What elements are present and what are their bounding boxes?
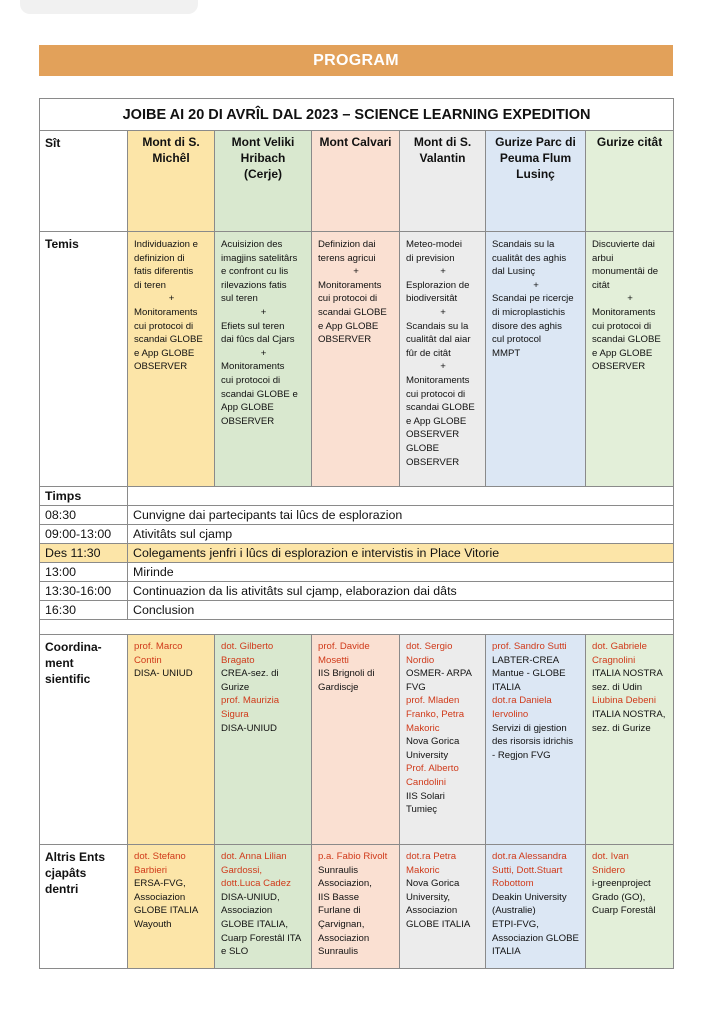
timps-empty	[128, 487, 674, 506]
plus-separator: +	[260, 347, 267, 359]
topic-line: OBSERVER	[406, 429, 460, 441]
affiliation-line: University,	[406, 891, 451, 903]
others-cell	[586, 845, 674, 969]
affiliation-line: - Regjon FVG	[492, 749, 551, 761]
affiliation-line: OSMER- ARPA	[406, 668, 472, 680]
person-name: Iervolino	[492, 708, 529, 720]
affiliation-line: DISA- UNIUD	[134, 668, 193, 680]
person-name: Nordio	[406, 654, 435, 666]
affiliation-line: ITALIA NOSTRA,	[592, 708, 666, 720]
schedule-row	[40, 506, 674, 525]
schedule-text: Continuazion da lis ativitâts sul cjamp, elaborazion dai dâts	[128, 582, 674, 601]
affiliation-line: Associazion	[221, 905, 273, 917]
person-name: dot. Ivan	[592, 851, 629, 862]
topic-line: monumentâi de	[592, 266, 659, 278]
topic-line: scandai GLOBE	[134, 334, 203, 346]
affiliation-line: Gurize	[221, 681, 250, 693]
schedule-time: 13:30-16:00	[40, 582, 128, 601]
person-name: Liubina Debeni	[592, 695, 657, 707]
affiliation-line: CREA-sez. di	[221, 668, 279, 680]
person-name: Sutti, Dott.Stuart	[492, 864, 563, 876]
person-name: Barbieri	[134, 864, 168, 876]
others-row	[40, 845, 674, 969]
others-cell	[215, 845, 312, 969]
person-name: Sigura	[221, 708, 249, 720]
person-name: prof. Davide	[318, 641, 370, 652]
topic-line: dai fûcs dal Cjars	[221, 334, 295, 346]
topic-line: e confront cu lis	[221, 266, 289, 278]
affiliation-line: Tumieç	[406, 804, 438, 816]
topic-line: MMPT	[492, 347, 521, 359]
schedule-text: Ativitâts sul cjamp	[128, 525, 674, 544]
person-name: Robottom	[492, 878, 534, 890]
affiliation-line: ITALIA	[492, 946, 521, 958]
site-header: Gurize citât	[586, 131, 674, 232]
topic-line: OBSERVER	[592, 361, 646, 373]
schedule-row	[40, 563, 674, 582]
affiliation-line: Mantue - GLOBE	[492, 668, 566, 680]
schedule-row	[40, 582, 674, 601]
coordination-cell	[586, 635, 674, 845]
topic-line: di microplastichis	[492, 306, 566, 318]
topic-line: cualitât dal aiar	[406, 334, 471, 346]
sit-label: Sît	[40, 131, 128, 232]
affiliation-line: GLOBE ITALIA	[406, 918, 471, 930]
person-name: Contin	[134, 654, 162, 666]
affiliation-line: (Australie)	[492, 905, 536, 917]
affiliation-line: ERSA-FVG,	[134, 878, 186, 890]
topic-line: di prevision	[406, 252, 455, 264]
topics-row	[40, 232, 674, 487]
topic-line: e App GLOBE	[406, 415, 467, 427]
topic-line: di teren	[134, 279, 166, 291]
topic-line: cui protocoi di	[318, 293, 378, 305]
affiliation-line: e SLO	[221, 946, 249, 958]
person-name: Prof. Alberto	[406, 763, 459, 775]
coordination-cell	[400, 635, 486, 845]
person-name: prof. Marco	[134, 641, 183, 652]
site-header: Mont di S. Valantin	[400, 131, 486, 232]
affiliation-line: DISA-UNIUD,	[221, 891, 280, 903]
topic-line: rilevazions fatis	[221, 279, 287, 291]
topic-line: cui protocoi di	[592, 320, 652, 332]
topic-line: fatis diferentis	[134, 266, 194, 278]
topic-line: dal Lusinç	[492, 266, 536, 278]
topic-line: terens agricui	[318, 252, 376, 264]
person-name: Mosetti	[318, 654, 349, 666]
affiliation-line: IIS Brignoli di	[318, 668, 375, 680]
topic-line: OBSERVER	[318, 334, 372, 346]
spacer-cell	[40, 620, 674, 635]
title-row	[40, 99, 674, 131]
coordination-cell	[215, 635, 312, 845]
coordination-label: Coordina- ment sientific	[40, 635, 128, 845]
topic-line: Monitoraments	[221, 361, 285, 373]
plus-separator: +	[440, 266, 446, 278]
topic-line: e App GLOBE	[134, 347, 195, 359]
affiliation-line: ITALIA	[492, 681, 521, 693]
spacer-row	[40, 620, 674, 635]
topic-line: GLOBE	[406, 442, 440, 454]
topic-line: Acuisizion des	[221, 239, 283, 250]
coordination-cell	[486, 635, 586, 845]
topic-line: e App GLOBE	[318, 320, 379, 332]
topic-line: definizion di	[134, 252, 185, 264]
person-name: dot. Sergio	[406, 641, 453, 652]
temis-label: Temis	[40, 232, 128, 487]
affiliation-line: DISA-UNIUD	[221, 722, 277, 734]
sites-row	[40, 131, 674, 232]
topic-line: Definizion dai	[318, 239, 376, 250]
plus-separator: +	[627, 293, 633, 305]
affiliation-line: Cuarp Forestâl	[592, 905, 656, 917]
topic-line: disore des aghis	[492, 320, 562, 332]
schedule-text: Conclusion	[128, 601, 674, 620]
person-name: p.a. Fabio Rivolt	[318, 851, 388, 862]
affiliation-line: Wayouth	[134, 918, 172, 930]
affiliation-line: LABTER-CREA	[492, 654, 560, 666]
plus-separator: +	[353, 266, 359, 278]
others-cell	[486, 845, 586, 969]
topic-cell	[586, 232, 674, 487]
topic-line: Discuvierte dai	[592, 239, 655, 250]
event-title: JOIBE AI 20 DI AVRÎL DAL 2023 – SCIENCE LEARNING EXPEDITION	[40, 99, 674, 131]
plus-separator: +	[440, 306, 446, 318]
plus-separator: +	[260, 306, 267, 318]
site-header: Mont di S. Michêl	[128, 131, 215, 232]
person-name: Candolini	[406, 776, 447, 788]
schedule-row	[40, 601, 674, 620]
coordination-cell	[128, 635, 215, 845]
affiliation-line: Çarvignan,	[318, 918, 365, 930]
topic-line: e App GLOBE	[592, 347, 653, 359]
affiliation-line: IIS Solari	[406, 790, 445, 802]
topic-line: Scandais su la	[492, 239, 555, 250]
affiliation-line: Nova Gorica	[406, 736, 460, 748]
topic-line: fûr de citât	[406, 347, 451, 359]
topic-line: cui protocoi di	[406, 388, 466, 400]
topic-line: App GLOBE	[221, 402, 274, 414]
person-name: Bragato	[221, 654, 255, 666]
topic-line: Individuazion e	[134, 239, 199, 250]
plus-separator: +	[168, 293, 175, 305]
topic-line: scandai GLOBE e	[221, 388, 298, 400]
plus-separator: +	[533, 279, 539, 291]
schedule-time: Des 11:30	[40, 544, 128, 563]
site-header: Gurize Parc di Peuma Flum Lusinç	[486, 131, 586, 232]
person-name: prof. Maurizia	[221, 695, 280, 707]
affiliation-line: i-greenproject	[592, 878, 651, 890]
topic-line: scandai GLOBE	[318, 306, 387, 318]
person-name: prof. Mladen	[406, 695, 460, 707]
topic-line: arbui	[592, 252, 614, 264]
affiliation-line: Nova Gorica	[406, 878, 460, 890]
timps-label: Timps	[40, 487, 128, 506]
schedule-time: 13:00	[40, 563, 128, 582]
topic-line: Monitoraments	[318, 279, 382, 291]
topic-line: cualitât des aghis	[492, 252, 567, 264]
topic-line: cul protocol	[492, 334, 542, 346]
topic-line: OBSERVER	[406, 456, 460, 468]
others-cell	[312, 845, 400, 969]
others-label: Altris Ents cjapâts dentri	[40, 845, 128, 969]
affiliation-line: des risorsis idrichis	[492, 736, 574, 748]
affiliation-line: Sunraulis	[318, 864, 358, 876]
coordination-row	[40, 635, 674, 845]
topic-line: scandai GLOBE	[592, 334, 661, 346]
affiliation-line: Grado (GO),	[592, 891, 646, 903]
topic-line: Esplorazion de	[406, 279, 470, 291]
topic-line: Efiets sul teren	[221, 320, 285, 332]
affiliation-line: Furlane di	[318, 905, 361, 917]
schedule-time: 09:00-13:00	[40, 525, 128, 544]
affiliation-line: Cuarp Forestâl ITA	[221, 932, 302, 944]
others-cell	[400, 845, 486, 969]
topic-line: biodiversitât	[406, 293, 458, 305]
affiliation-line: Associazion	[406, 905, 458, 917]
schedule-row	[40, 525, 674, 544]
person-name: dot. Gilberto	[221, 641, 274, 652]
affiliation-line: sez. di Gurize	[592, 722, 651, 734]
topic-line: OBSERVER	[134, 361, 188, 373]
affiliation-line: ITALIA NOSTRA	[592, 668, 663, 680]
top-tab-shape	[20, 0, 198, 14]
topic-cell	[312, 232, 400, 487]
topic-line: sul teren	[221, 293, 258, 305]
topic-cell	[215, 232, 312, 487]
topic-line: Monitoraments	[406, 374, 470, 386]
topic-line: citât	[592, 279, 610, 291]
person-name: dot. Stefano	[134, 851, 186, 862]
schedule-text: Colegaments jenfri i lûcs di esplorazion e intervistis in Place Vitorie	[128, 544, 674, 563]
person-name: Makoric	[406, 864, 440, 876]
schedule-row-highlight	[40, 544, 674, 563]
affiliation-line: sez. di Udin	[592, 681, 643, 693]
timps-row	[40, 487, 674, 506]
person-name: prof. Sandro Sutti	[492, 641, 567, 652]
affiliation-line: ETPI-FVG,	[492, 918, 539, 930]
schedule-text: Mirinde	[128, 563, 674, 582]
topic-cell	[400, 232, 486, 487]
affiliation-line: Deakin University	[492, 891, 567, 903]
topic-line: imagjins satelitârs	[221, 252, 298, 264]
affiliation-line: Sunraulis	[318, 946, 358, 958]
affiliation-line: GLOBE ITALIA	[134, 905, 199, 917]
site-header: Mont Calvari	[312, 131, 400, 232]
schedule-text: Cunvigne dai partecipants tai lûcs de esplorazion	[128, 506, 674, 525]
program-table	[39, 98, 674, 969]
affiliation-line: Associazion	[134, 891, 186, 903]
schedule-time: 08:30	[40, 506, 128, 525]
person-name: Makoric	[406, 722, 440, 734]
affiliation-line: FVG	[406, 681, 426, 693]
person-name: Cragnolini	[592, 654, 636, 666]
topic-cell	[128, 232, 215, 487]
topic-line: Scandai pe ricercje	[492, 293, 574, 305]
affiliation-line: Associazion,	[318, 878, 372, 890]
topic-line: Meteo-modei	[406, 239, 462, 250]
person-name: Snidero	[592, 864, 626, 876]
affiliation-line: Gardiscje	[318, 681, 359, 693]
plus-separator: +	[440, 361, 446, 373]
person-name: dot. Gabriele	[592, 641, 647, 652]
person-name: dott.Luca Cadez	[221, 878, 291, 890]
topic-line: Monitoraments	[592, 306, 656, 318]
person-name: dot.ra Petra	[406, 851, 457, 862]
affiliation-line: GLOBE ITALIA,	[221, 918, 289, 930]
affiliation-line: IIS Basse	[318, 891, 360, 903]
person-name: dot.ra Alessandra	[492, 851, 567, 862]
program-banner: PROGRAM	[39, 45, 673, 76]
topic-line: Monitoraments	[134, 306, 198, 318]
person-name: dot. Anna Lilian	[221, 851, 287, 862]
affiliation-line: University	[406, 749, 449, 761]
affiliation-line: Associazion GLOBE	[492, 932, 579, 944]
person-name: Franko, Petra	[406, 708, 465, 720]
topic-line: Scandais su la	[406, 320, 469, 332]
topic-cell	[486, 232, 586, 487]
topic-line: cui protocoi di	[134, 320, 194, 332]
affiliation-line: Servizi di gjestion	[492, 722, 567, 734]
others-cell	[128, 845, 215, 969]
person-name: dot.ra Daniela	[492, 695, 552, 707]
topic-line: scandai GLOBE	[406, 402, 475, 414]
site-header: Mont Veliki Hribach (Cerje)	[215, 131, 312, 232]
topic-line: OBSERVER	[221, 415, 275, 427]
coordination-cell	[312, 635, 400, 845]
schedule-time: 16:30	[40, 601, 128, 620]
person-name: Gardossi,	[221, 864, 263, 876]
affiliation-line: Associazion	[318, 932, 370, 944]
topic-line: cui protocoi di	[221, 374, 281, 386]
